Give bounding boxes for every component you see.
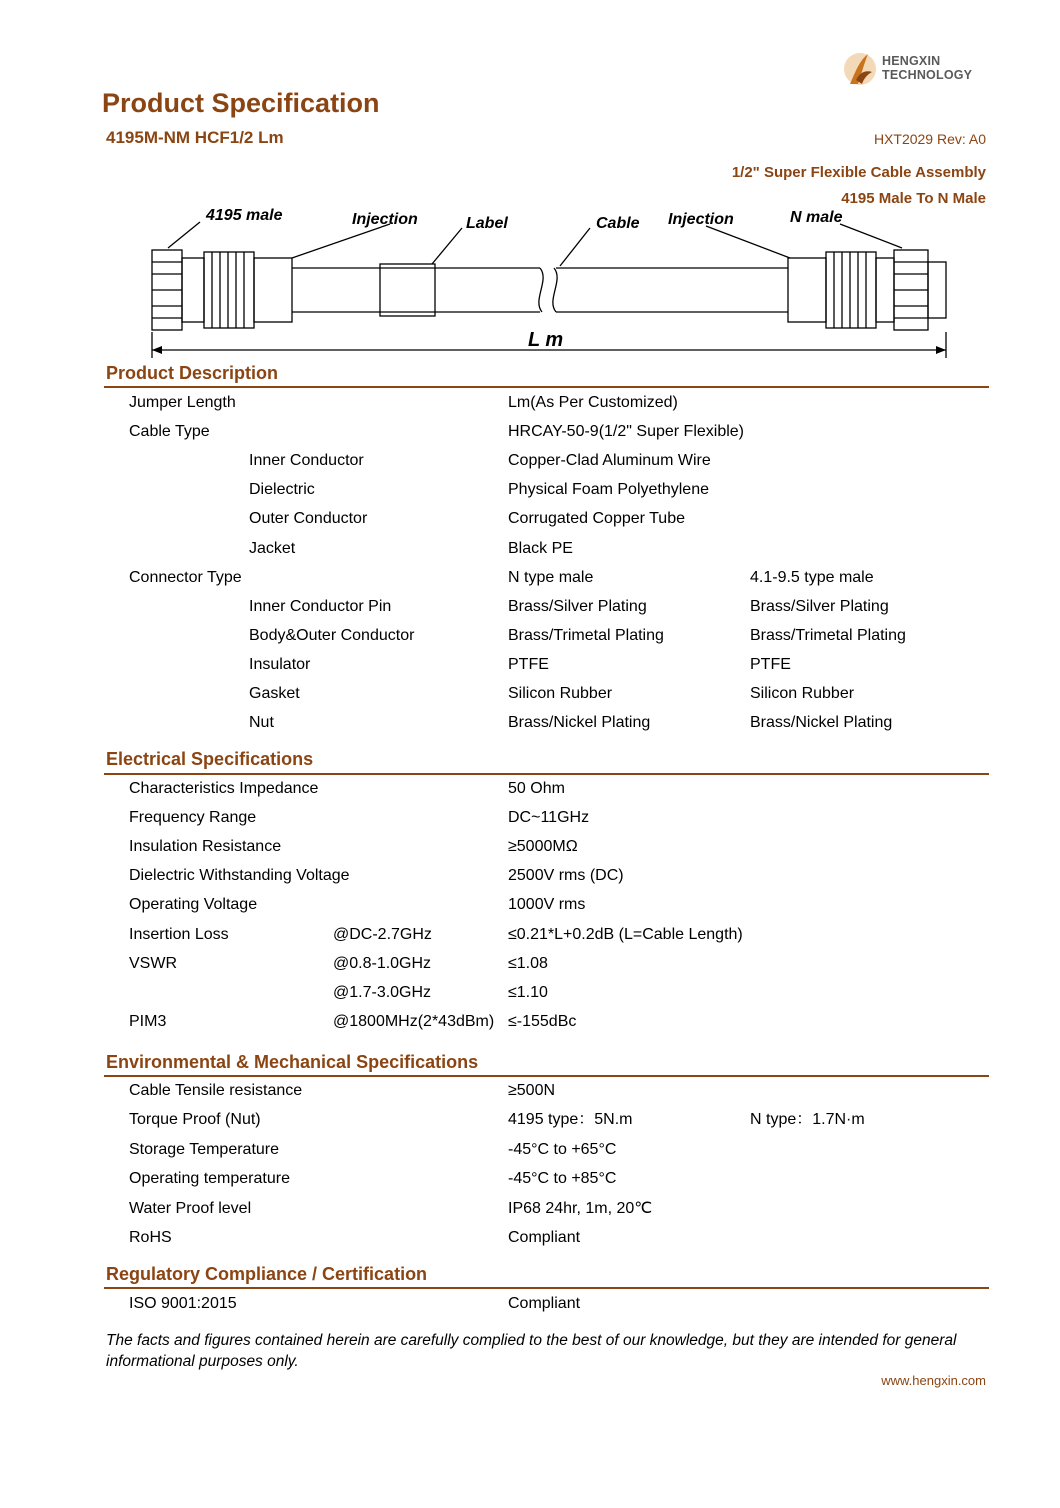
electrical-cell-c1: PIM3 xyxy=(129,1012,167,1030)
product-description-cell-c2: Gasket xyxy=(249,685,300,702)
section-title-electrical: Electrical Specifications xyxy=(106,749,314,769)
product-description-cell-c3: Corrugated Copper Tube xyxy=(508,510,685,528)
electrical-cell-c2: @DC-2.7GHz xyxy=(333,925,432,943)
product-description-cell-c3: Brass/Trimetal Plating xyxy=(508,626,664,644)
section-title-product-description: Product Description xyxy=(106,363,279,383)
product-description-cell-c1: Jumper Length xyxy=(129,394,236,411)
product-description-line2: 4195 Male To N Male xyxy=(841,190,986,207)
product-description-cell-c1: Cable Type xyxy=(129,423,210,441)
environmental-cell-c3: Compliant xyxy=(508,1229,581,1246)
product-description-cell-c3: Physical Foam Polyethylene xyxy=(508,481,709,499)
environmental-cell-c1: Operating temperature xyxy=(129,1170,290,1188)
document-number: HXT2029 Rev: A0 xyxy=(873,131,986,147)
electrical-cell-c3: ≤1.10 xyxy=(508,983,548,1001)
product-description-line1: 1/2" Super Flexible Cable Assembly xyxy=(731,164,986,181)
section-title-regulatory: Regulatory Compliance / Certification xyxy=(106,1264,428,1284)
electrical-cell-c3: ≥5000MΩ xyxy=(508,838,578,856)
disclaimer-text: The facts and figures contained herein are carefully complied to the best of our knowledge, but they are intended for general informational purposes only. xyxy=(106,1332,957,1370)
environmental-cell-c1: RoHS xyxy=(129,1229,172,1246)
label-label: Label xyxy=(466,215,508,232)
electrical-cell-c3: 1000V rms xyxy=(508,896,586,914)
environmental-cell-c1: Water Proof level xyxy=(129,1199,252,1217)
environmental-cell-c3: -45°C to +65°C xyxy=(508,1140,617,1158)
electrical-cell-c1: Dielectric Withstanding Voltage xyxy=(129,867,350,885)
electrical-cell-c1: Insulation Resistance xyxy=(129,838,282,856)
product-description-cell-c4: Brass/Nickel Plating xyxy=(750,714,893,732)
product-description-cell-c3: Silicon Rubber xyxy=(508,685,613,702)
product-description-cell-c2: Outer Conductor xyxy=(249,510,368,528)
logo-line1: HENGXIN xyxy=(882,54,941,68)
electrical-cell-c1: VSWR xyxy=(129,954,177,972)
environmental-cell-c3: -45°C to +85°C xyxy=(508,1170,617,1188)
environmental-cell-c3: ≥500N xyxy=(508,1082,556,1099)
product-description-cell-c2: Insulator xyxy=(249,655,311,673)
label-cable: Cable xyxy=(596,215,640,232)
label-4195-male: 4195 male xyxy=(206,207,283,224)
website-link[interactable]: www.hengxin.com xyxy=(881,1373,986,1388)
electrical-cell-c2: @1.7-3.0GHz xyxy=(333,983,432,1001)
model-number: 4195M-NM HCF1/2 Lm xyxy=(106,128,284,147)
environmental-cell-c3: IP68 24hr, 1m, 20℃ xyxy=(508,1199,653,1217)
product-description-cell-c4: Brass/Silver Plating xyxy=(750,597,889,615)
product-description-cell-c4: Brass/Trimetal Plating xyxy=(750,626,906,644)
electrical-cell-c1: Operating Voltage xyxy=(129,896,258,914)
section-title-environmental: Environmental & Mechanical Specifications xyxy=(106,1052,479,1072)
product-description-cell-c4: 4.1-9.5 type male xyxy=(750,568,874,586)
electrical-cell-c3: ≤-155dBc xyxy=(508,1012,577,1030)
product-description-cell-c2: Dielectric xyxy=(249,481,315,499)
section-divider xyxy=(104,1287,989,1289)
electrical-cell-c1: Frequency Range xyxy=(129,809,257,827)
environmental-cell-c4: N type：1.7N·m xyxy=(750,1111,865,1129)
product-description-cell-c3: N type male xyxy=(508,568,594,586)
label-n-male: N male xyxy=(790,209,843,226)
electrical-cell-c2: @0.8-1.0GHz xyxy=(333,954,432,972)
product-description-cell-c1: Connector Type xyxy=(129,568,242,586)
regulatory-cell-c3: Compliant xyxy=(508,1295,581,1312)
section-divider xyxy=(104,773,989,775)
regulatory-cell-c1: ISO 9001:2015 xyxy=(129,1295,237,1312)
environmental-cell-c3: 4195 type：5N.m xyxy=(508,1111,633,1129)
product-description-cell-c3: Black PE xyxy=(508,539,573,557)
electrical-cell-c3: 2500V rms (DC) xyxy=(508,867,624,885)
product-description-cell-c3: Copper-Clad Aluminum Wire xyxy=(508,452,711,470)
product-description-cell-c2: Jacket xyxy=(249,539,296,557)
product-description-cell-c4: PTFE xyxy=(750,655,791,673)
product-description-cell-c2: Inner Conductor xyxy=(249,452,364,470)
product-description-cell-c2: Nut xyxy=(249,714,274,732)
label-length: L m xyxy=(528,329,564,351)
cable-assembly-diagram xyxy=(140,200,960,365)
electrical-cell-c1: Characteristics Impedance xyxy=(129,780,319,797)
product-description-cell-c3: PTFE xyxy=(508,655,549,673)
electrical-cell-c3: ≤0.21*L+0.2dB (L=Cable Length) xyxy=(508,925,743,943)
environmental-cell-c1: Storage Temperature xyxy=(129,1140,280,1158)
product-description-cell-c2: Inner Conductor Pin xyxy=(249,597,392,615)
product-description-cell-c3: Brass/Nickel Plating xyxy=(508,714,651,732)
electrical-cell-c1: Insertion Loss xyxy=(129,925,229,943)
page-title: Product Specification xyxy=(102,88,380,118)
environmental-cell-c1: Torque Proof (Nut) xyxy=(129,1111,261,1129)
company-logo xyxy=(842,50,992,90)
product-description-cell-c2: Body&Outer Conductor xyxy=(249,626,415,644)
hengxin-logo-icon xyxy=(842,50,878,88)
logo-line2: TECHNOLOGY xyxy=(882,68,973,82)
label-injection-right: Injection xyxy=(668,211,734,228)
product-description-cell-c4: Silicon Rubber xyxy=(750,685,855,702)
product-description-cell-c3: HRCAY-50-9(1/2" Super Flexible) xyxy=(508,423,744,441)
product-description-cell-c3: Brass/Silver Plating xyxy=(508,597,647,615)
label-injection-left: Injection xyxy=(352,211,418,228)
electrical-cell-c3: DC~11GHz xyxy=(508,809,590,827)
electrical-cell-c2: @1800MHz(2*43dBm) xyxy=(333,1012,495,1030)
electrical-cell-c3: 50 Ohm xyxy=(508,780,565,797)
section-divider xyxy=(104,1075,989,1077)
section-divider xyxy=(104,386,989,388)
environmental-cell-c1: Cable Tensile resistance xyxy=(129,1082,303,1099)
product-description-cell-c3: Lm(As Per Customized) xyxy=(508,394,678,411)
electrical-cell-c3: ≤1.08 xyxy=(508,954,548,972)
